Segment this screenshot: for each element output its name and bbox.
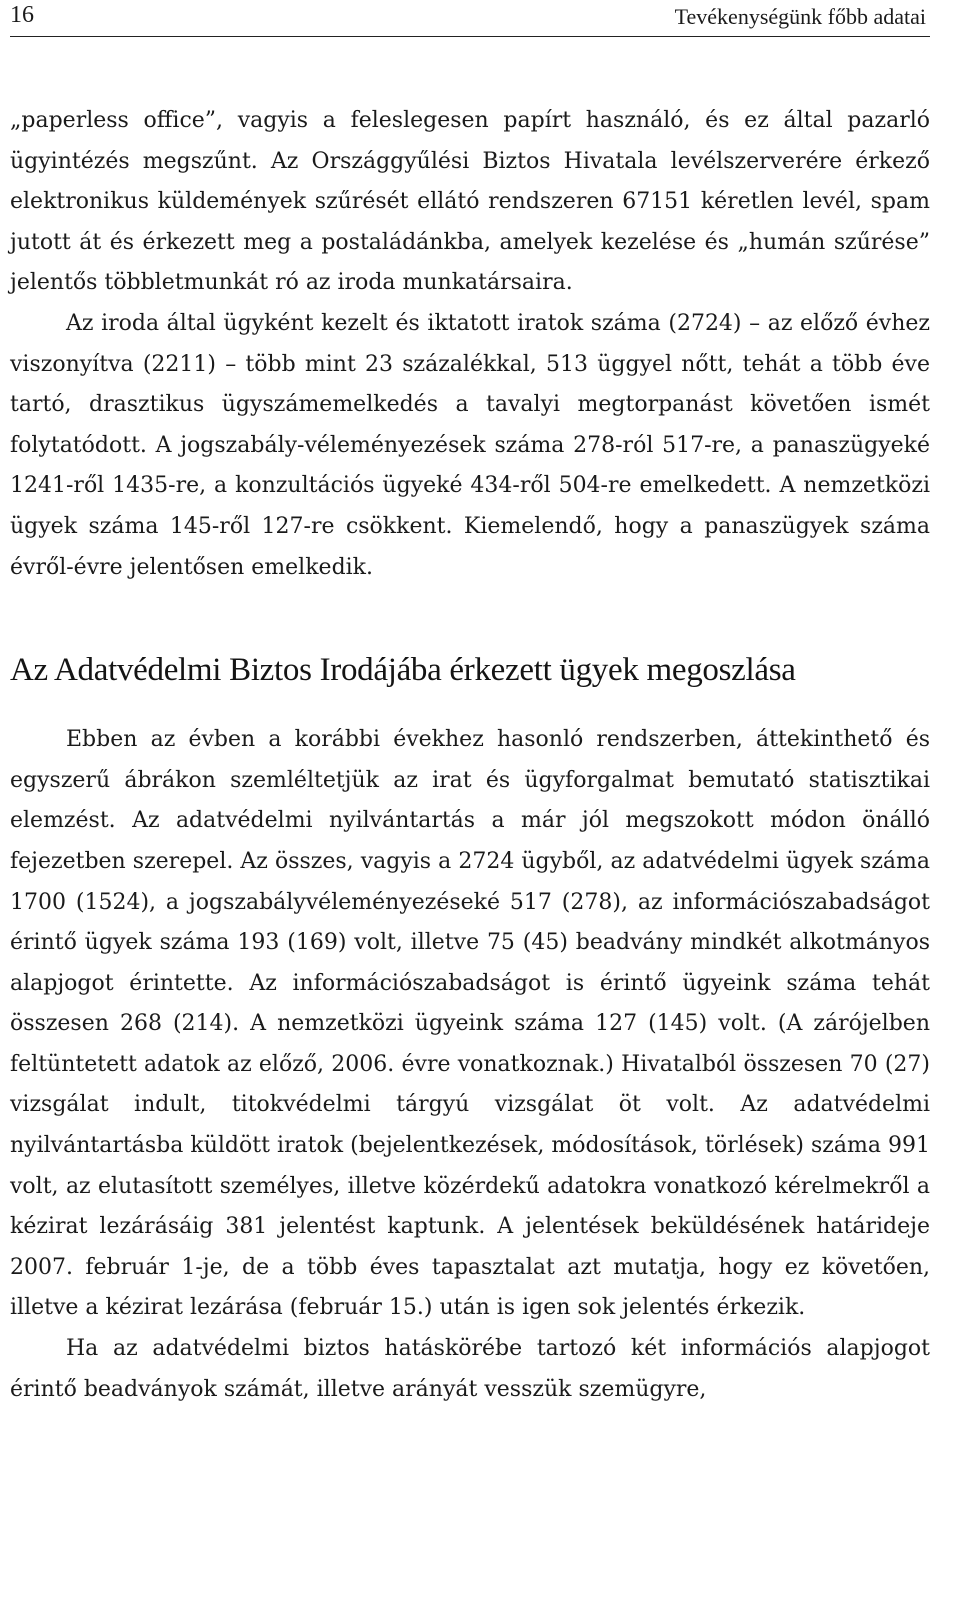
page-number: 16: [10, 2, 34, 28]
document-page: [10, 0, 930, 1410]
running-header-title: Tevékenységünk főbb adatai: [674, 4, 926, 29]
paragraph-case-statistics: Az iroda által ügyként kezelt és iktatott iratok száma (2724) – az előző évhez viszonyítva (2211) – több mint 23 százalékkal, 513 üggyel nőtt, tehát a több éve tartó, drasztikus ügyszámemelkedés a tavalyi megtorpanást követően ismét folytatódott. A jogszabály-véleményezések száma 278-ról 517-re, a panaszügyeké 1241-ről 1435-re, a konzultációs ügyeké 434-ről 504-re emelkedett. A nemzetközi ügyek száma 145-ről 127-re csökkent. Kiemelendő, hogy a panaszügyek száma évről-évre jelentősen emelkedik.: [10, 310, 930, 580]
paragraph-information-rights: Ha az adatvédelmi biztos hatáskörébe tartozó két információs alapjogot érintő beadványok számát, illetve arányát vesszük szemügyre,: [10, 1336, 930, 1402]
paragraph-statistics-overview: Ebben az évben a korábbi évekhez hasonló rendszerben, áttekinthető és egyszerű ábrákon szemléltetjük az irat és ügyforgalmat bemutató statisztikai elemzést. Az adatvédelmi nyilvántartás a már jól megszokott módon önálló fejezetben szerepel. Az összes, vagyis a 2724 ügyből, az adatvédelmi ügyek száma 1700 (1524), a jogszabályvéleményezéseké 517 (278), az információszabadságot érintő ügyek száma 193 (169) volt, illetve 75 (45) beadvány mindkét alkotmányos alapjogot érintette. Az információszabadságot is érintő ügyeink száma tehát összesen 268 (214). A nemzetközi ügyeink száma 127 (145) volt. (A zárójelben feltüntetett adatok az előző, 2006. évre vonatkoznak.) Hivatalból összesen 70 (27) vizsgálat indult, titokvédelmi tárgyú vizsgálat öt volt. Az adatvédelmi nyilvántartásba küldött iratok (bejelentkezések, módosítások, törlések) száma 991 volt, az elutasított személyes, illetve közérdekű adatokra vonatkozó kérelmekről a kézirat lezárásáig 381 jelentést kaptunk. A jelentések beküldésének határideje 2007. február 1-je, de a több éves tapasztalat azt mutatja, hogy ez követően, illetve a kézirat lezárása (február 15.) után is igen sok jelentés érkezik.: [10, 727, 930, 1321]
body-text: [10, 101, 930, 1410]
running-header: [10, 0, 930, 37]
section-heading: Az Adatvédelmi Biztos Irodájába érkezett ügyek megoszlása: [10, 652, 796, 689]
paragraph-continuation: „paperless office”, vagyis a feleslegesen papírt használó, és ez által pazarló ügyintézés megszűnt. Az Országgyűlési Biztos Hivatala levélszerverére érkező elektronikus küldemények szűrését ellátó rendszeren 67151 kéretlen levél, spam jutott át és érkezett meg a postaládánkba, amelyek kezelése és „humán szűrése” jelentős többletmunkát ró az iroda munkatársaira.: [10, 108, 930, 296]
